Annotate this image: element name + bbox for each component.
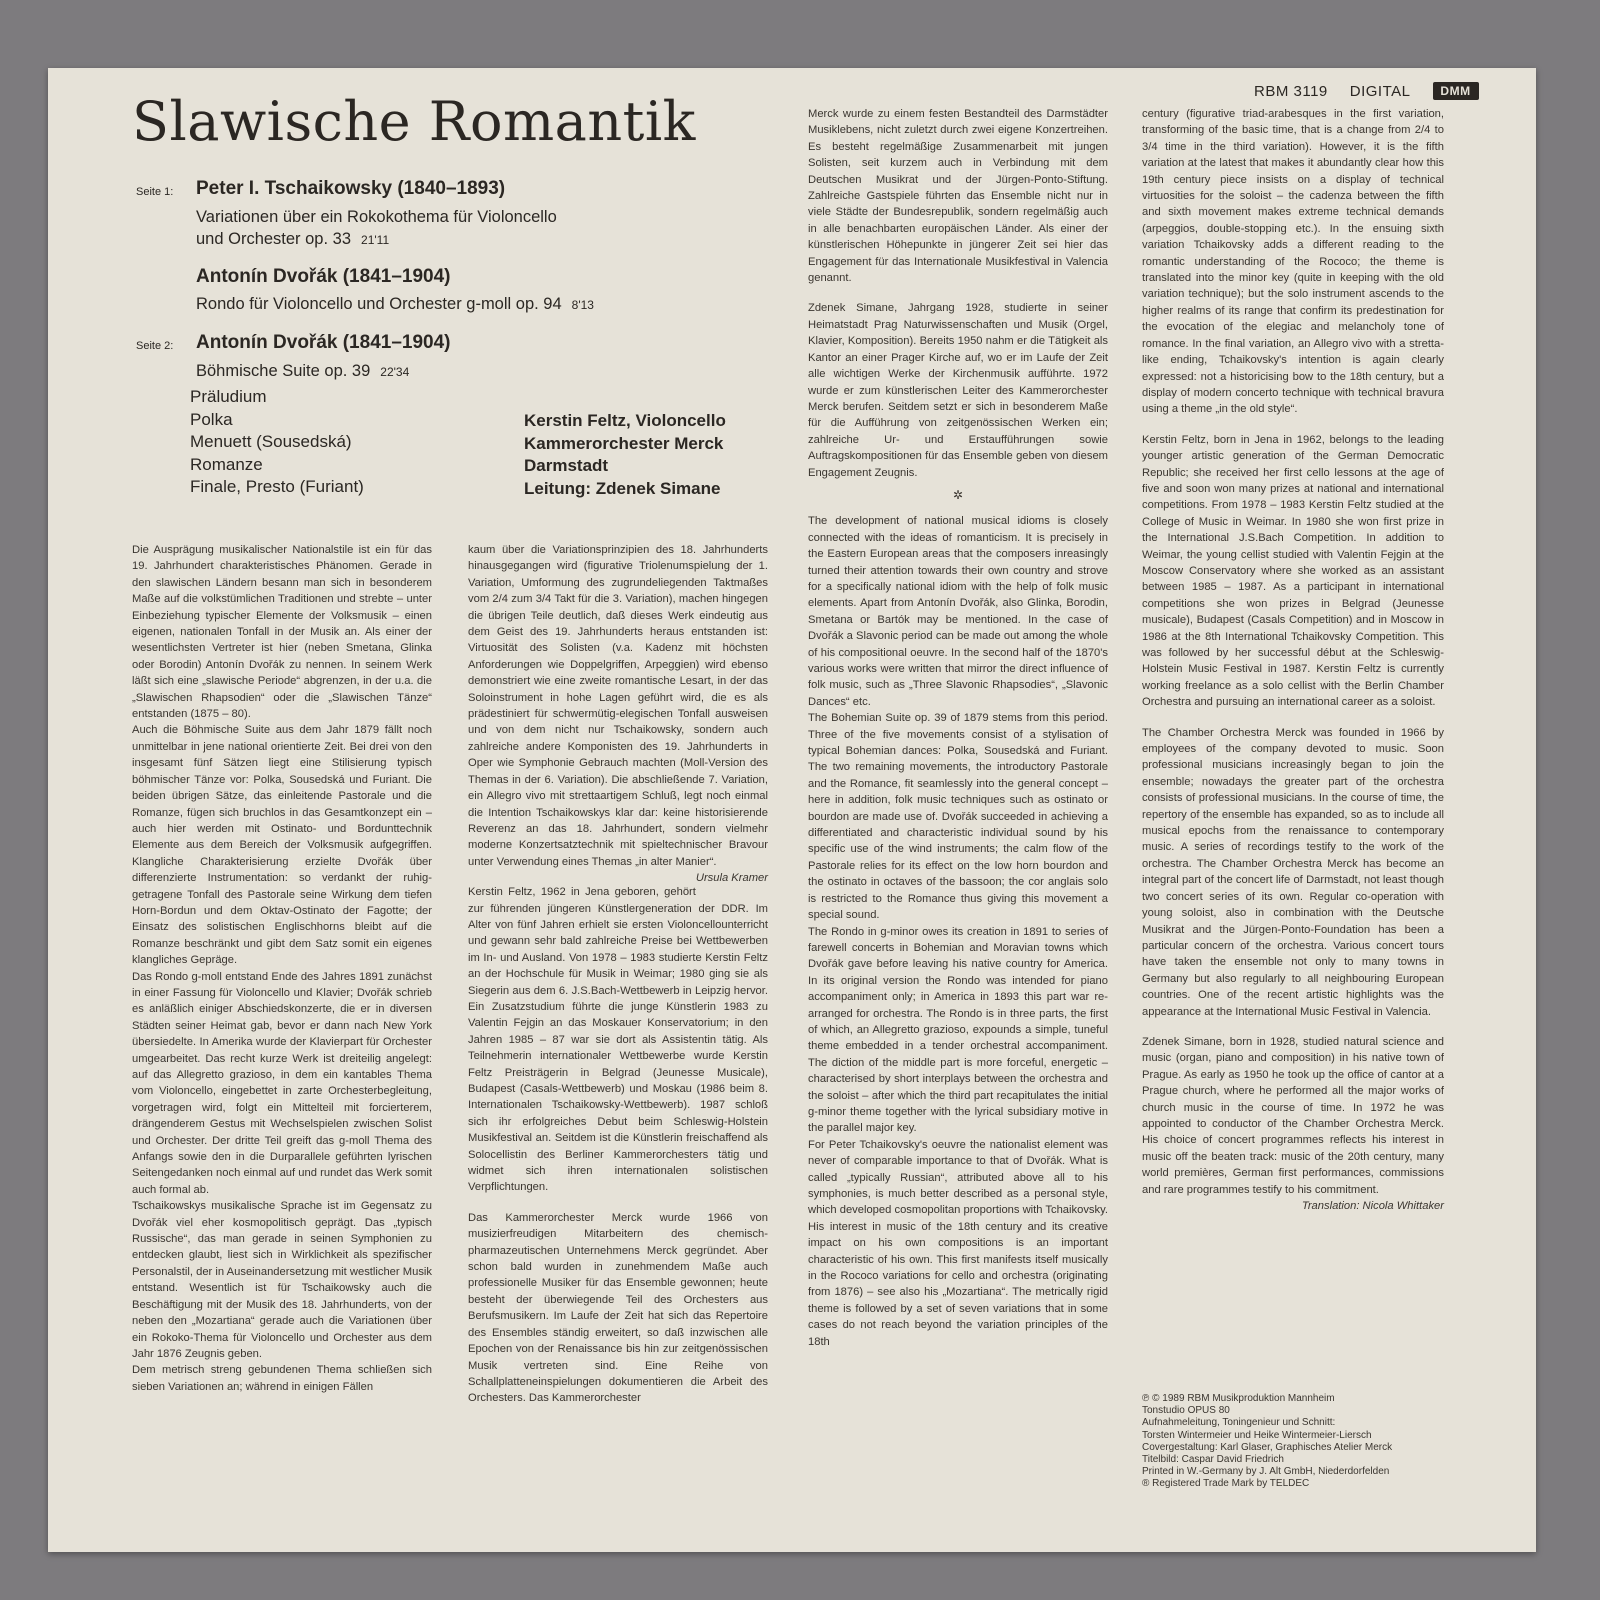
text-paragraph: Kerstin Feltz, 1962 in Jena geboren, gehört zur führenden jüngeren Künstlergeneration der DDR. Im Alter von fünf Jahren erhielt sie ersten Violoncellounterricht und gewann sehr bald zahlreiche Preise bei Wettbewerben im In- und Ausland. Von 1978 – 1983 studierte Kerstin Feltz an der Hochschule für Musik in Weimar; 1980 ging sie als Siegerin aus dem 6. J.S.Bach-Wettbewerb in Leipzig hervor. Ein Zusatzstudium führte die junge Künstlerin 1983 zu Valentin Fejgin an das Moskauer Konservatorium; in den Jahren 1985 – 87 war sie dort als Assistentin tätig. Als Teilnehmerin internationaler Wettbewerbe wurde Kerstin Feltz Preisträgerin in Belgrad (Jeunesse Musicale), Budapest (Casals-Wettbewerb) und Moskau (1986 beim 8. Internationalen Tschaikowsky-Wettbewerb). 1987 schloß sich ihr erfolgreiches Debut beim Schleswig-Holstein Musikfestival an. Seitdem ist die Künstlerin freischaffend als Solocellistin des Berliner Kammerorchesters tätig und widmet sich ihren internationalen solistischen Verpflichtungen. — [468, 886, 768, 1194]
text-paragraph: The Rondo in g-minor owes its creation in 1891 to series of farewell concerts in Bohemian and Moravian towns which Dvořák gave before leaving his native country for America. In its original version the Rondo was intended for piano accompaniment only; in America in 1893 this part war re-arranged for orchestra. The Rondo is in three parts, the first of which, an Allegretto grazioso, expounds a simple, tuneful theme embedded in a tender orchestral accompaniment. The diction of the middle part is more forceful, energetic – characterised by short interplays between the orchestra and the soloist – after which the third part recapitulates the initial g-minor theme together with the lyrical subsidiary motive in the parallel major key. — [808, 925, 1108, 1135]
performer-list — [524, 410, 726, 500]
liner-notes-german-col2 — [468, 542, 768, 1421]
format-label: DIGITAL — [1349, 82, 1411, 100]
text-paragraph-body: Zdenek Simane, born in 1928, studied natural science and music (organ, piano and composition) in his native town of Prague. As early as 1950 he took up the office of cantor at a Prague church, where he performed all the major works of church music in the course of time. In 1972 he was appointed to conductor of the Chamber Orchestra Merck. His choice of concert programmes reflects his interest in music off the beaten track: music of the 20th century, many world premières, German first performances, commissions and rare programmes testify to his commitment. — [1142, 1035, 1444, 1196]
text-paragraph: Zdenek Simane, Jahrgang 1928, studierte in seiner Heimatstadt Prag Naturwissenschaften und Musik (Orgel, Klavier, Komposition). Bereits 1950 nahm er die Tätigkeit als Kantor an einer Prager Kirche auf, wo er im Laufe der Zeit alle wichtigen Werke der Kirchenmusik aufführte. 1972 wurde er zum künstlerischen Leiter des Kammerorchester Merck berufen. Seitdem setzt er sich in besonderem Maße für die Aufführung von zeitgenössischen Werken ein; zahlreiche Ur- und Erstaufführungen sowie Auftragskompositionen für das Ensemble geben von diesem Engagement Zeugnis. — [808, 302, 1108, 479]
performer-line: Kerstin Feltz, Violoncello — [524, 411, 726, 430]
text-paragraph: The Chamber Orchestra Merck was founded in 1966 by employees of the company devoted to music. Soon professional musicians increasingly began to join the ensemble; nowadays the greater part of the orchestra consists of professional musicians. In the course of time, the repertory of the ensemble has expanded, so as to include all musical epochs from the renaissance to contemporary music. A series of recordings testify to the work of the orchestra. The Chamber Orchestra Merck has become an integral part of the concert life of Darmstadt, not least though two concert series of its own. Regular co-operation with young soloist, also in combination with the Deutsche Musikrat and the Jürgen-Ponto-Foundation has been a particular concern of the orchestra. Various concert tours have taken the ensemble not only to many towns in Germany but also regularly to all neighbouring European countries. One of the recent artistic highlights was the appearance at the International Music Festival in Valencia. — [1142, 726, 1444, 1018]
side1-work1-line1: Variationen über ein Rokokothema für Violoncello — [196, 208, 557, 226]
side2-composer: Antonín Dvořák (1841–1904) — [196, 332, 451, 353]
liner-notes-english-col4 — [1142, 106, 1444, 1214]
author-signature: Ursula Kramer — [695, 872, 768, 885]
side1-work1-line2 — [196, 228, 389, 251]
movement-list — [190, 386, 364, 499]
text-paragraph: The development of national musical idioms is closely connected with the ideas of romanticism. It is precisely in the Eastern European areas that the composers inreasingly turned their attention towards their own country and strove for a specifically national idiom with the help of folk music elements. Apart from Antonín Dvořák, also Glinka, Borodin, Smetana or Bartók may be mentioned. In the case of Dvořák a Slavonic period can be made out among the whole of his compositional oeuvre. In the second half of the 1870's various works were written that mirror the direct influence of folk music, such as „Three Slavonic Rhapsodies“, „Slavonic Dances“ etc. — [808, 515, 1108, 708]
catalog-number: RBM 3119 — [1254, 82, 1328, 100]
credit-line: ® Registered Trade Mark by TELDEC — [1142, 1478, 1310, 1490]
side1-work2 — [196, 293, 594, 316]
liner-notes-german-col1 — [132, 542, 432, 1395]
side2-work-text: Böhmische Suite op. 39 — [196, 362, 371, 380]
text-paragraph: Merck wurde zu einem festen Bestandteil des Darmstädter Musiklebens, nicht zuletzt durch zwei eigene Konzertreihen. Es besteht regelmäßige Zusammenarbeit mit jungen Solisten, seit kurzem auch in Verbindung mit dem Deutschen Musikrat und der Jürgen-Ponto-Stiftung. Zahlreiche Gastspiele führten das Ensemble nicht nur in viele Städte der Bundesrepublik, sondern regelmäßig auch in alle benachbarten europäischen Länder. Als einer der künstlerischen Höhepunkte in jüngerer Zeit sei hier das Engagement für das Internationale Musikfestival in Valencia genannt. — [808, 108, 1108, 285]
text-paragraph: Auch die Böhmische Suite aus dem Jahr 1879 fällt noch unmittelbar in jene national orientierte Zeit. Bei drei von den insgesamt fünf Sätzen liegt eine Stilisierung typisch böhmischer Tänze vor: Polka, Sousedská und Furiant. Die beiden übrigen Sätze, das einleitende Pastorale und die Romanze, fügen sich bruchlos in das Gesamtkonzept ein – auch hier werden mit Ostinato- und Bordunttechnik Elemente aus dem Bereich der Volksmusik aufgegriffen. Klangliche Charakterisierung erzielte Dvořák über differenzierte Instrumentation: so verdankt der ruhig-getragene Tonfall des Pastorale seine Wirkung dem tiefen Horn-Bordun und dem Oktav-Ostinato der Fagotte; der Einsatz des solistischen Englischhorns bleibt auf die Romanze beschränkt und gibt dem Satz somit ein eigenes klangliches Gepräge. — [132, 724, 432, 967]
movement-item: Menuett (Sousedská) — [190, 432, 352, 451]
dmm-logo: DMM — [1433, 82, 1479, 100]
album-title: Slawische Romantik — [132, 90, 696, 153]
side2-work — [196, 360, 409, 383]
credit-line: ℗ © 1989 RBM Musikproduktion Mannheim — [1142, 1393, 1335, 1404]
liner-notes-col3 — [808, 106, 1108, 1350]
catalog-header — [1254, 82, 1479, 100]
translator-signature: Translation: Nicola Whittaker — [1301, 1200, 1444, 1212]
text-paragraph: The Bohemian Suite op. 39 of 1879 stems from this period. Three of the five movements consist of a stylisation of typical Bohemian dances: Polka, Sousedská and Furiant. The two remaining movements, the introductory Pastorale and the Romance, fit seamlessly into the general concept – here in addition, folk music techniques such as ostinato or bourdon are made use of. Dvořák succeeded in achieving a differentiated and characteristic individual sound by his specific use of the wind instruments; the calm flow of the Pastorale relies for its effect on the low horn bourdon and the ostinato in octaves of the bassoon; the cor anglais solo is restricted to the Romance thus giving this movement a special sound. — [808, 712, 1108, 922]
credit-line: Torsten Wintermeier und Heike Wintermeier-Liersch — [1142, 1429, 1372, 1441]
movement-item: Präludium — [190, 387, 267, 406]
text-paragraph: Das Kammerorchester Merck wurde 1966 von musizierfreudigen Mitarbeitern des chemisch-pharmazeutischen Unternehmens Merck gegründet. Aber schon bald wurden in zunehmendem Maße auch professionelle Musiker für das Ensemble gewonnen; heute besteht der überwiegende Teil des Orchesters aus Berufsmusikern. Im Laufe der Zeit hat sich das Repertoire des Ensembles ständig erweitert, so daß inzwischen alle Epochen von der Renaissance bis hin zur zeitgenössischen Musik vertreten sind. Eine Reihe von Schallplatteneinspielungen dokumentieren die Arbeit des Orchesters. Das Kammerorchester — [468, 1211, 768, 1405]
credit-line: Aufnahmeleitung, Toningenieur und Schnitt: — [1142, 1417, 1336, 1429]
side1-work1-line2-text: und Orchester op. 33 — [196, 230, 352, 248]
side1-work1-duration: 21'11 — [361, 233, 390, 247]
performer-line: Leitung: Zdenek Simane — [524, 478, 721, 498]
side1-composer1: Peter I. Tschaikowsky (1840–1893) — [196, 178, 506, 199]
performer-line: Darmstadt — [524, 456, 609, 475]
movement-item: Polka — [190, 409, 233, 429]
record-sleeve-back — [48, 68, 1536, 1552]
side2-label: Seite 2: — [136, 340, 174, 352]
text-paragraph: Das Rondo g-moll entstand Ende des Jahres 1891 zunächst in einer Fassung für Violoncello und Klavier; Dvořák schrieb es anläßlich einiger Abschiedskonzerte, die er in diversen Städten seiner Heimat gab, bevor er dann nach New York übersiedelte. In Amerika wurde der Klavierpart für Orchester umgearbeitet. Das recht kurze Werk ist dreiteilig angelegt: auf das Allegretto grazioso, in dem ein kantables Thema vom Violoncello, eingebettet in zarte Orchesterbegleitung, vorgetragen wird, folgt ein Mittelteil mit forcierterem, drängenderem Gestus mit Wechselspielen zwischen Solist und Orchester. Der dritte Teil greift das g-moll Thema des Anfangs sowie den in die Durparallele geführten lyrischen Seitengedanken noch einmal auf und rundet das Werk somit auch formal ab. — [132, 970, 432, 1196]
movement-item: Romanze — [190, 454, 263, 474]
text-paragraph-body: kaum über die Variationsprinzipien des 18. Jahrhunderts hinausgegangen wird (figurative Triolenumspielung der 1. Variation, Umformung des zugrundeliegenden Taktmaßes vom 2/4 zum 3/4 Takt für die 3. Variation), machen hingegen die übrigen Teile deutlich, daß dieses Werk eindeutig aus dem Geist des 19. Jahrhunderts heraus entstanden ist: Virtuosität des Solisten (v.a. Kadenz mit höchsten Anforderungen wie Doppelgriffen, Arpeggien) wird ebenso demonstriert wie eine zweite romantische Lesart, in der das Soloinstrument in hohe Lagen geführt wird, die es als prädestiniert für schwermütig-elegischen Tonfall ausweisen und von dem nicht nur Tschaikowsky, sondern auch zahlreiche andere Komponisten des 19. Jahrhunderts in Oper wie Symphonie Gebrauch machten (Moll-Version des Themas in der 6. Variation). Die abschließende 7. Variation, ein Allegro vivo mit strettaartigem Schluß, legt noch einmal die Intention Tschaikowskys klar dar: keine historisierende Reverenz an das 18. Jahrhundert, sondern vielmehr moderne Konzertsatztechnik mit spieltechnischer Bravour unter Verwendung eines Themas „in alter Manier“. — [468, 544, 768, 868]
text-paragraph: Dem metrisch streng gebundenen Thema schließen sich sieben Variationen an; während in einigen Fällen — [132, 1364, 432, 1393]
text-paragraph: For Peter Tchaikovsky's oeuvre the nationalist element was never of comparable importance to that of Dvořák. What is called „typically Russian“, attributed above all to his symphonies, is much better described as a personal style, which developed cosmopolitan proportions with Tchaikovsky. His interest in music of the 18th century and its creative impact on his own compositions is an important characteristic of his own. This first manifests itself musically in the Rococo variations for cello and orchestra (originating from 1876) – see also his „Mozartiana“. The metrically rigid theme is followed by a set of seven variations that in some cases do not reach beyond the variation principles of the 18th — [808, 1138, 1108, 1348]
text-paragraph: Kerstin Feltz, born in Jena in 1962, belongs to the leading younger artistic generation of the German Democratic Republic; she received her first cello lessons at the age of five and soon won many prizes at national and international competitions. From 1978 – 1983 Kerstin Feltz studied at the College of Music in Weimar. In 1980 she won first prize in the International J.S.Bach Competition. In addition to Weimar, the young cellist studied with Valentin Fejgin at the Moscow Conservatory where she worked as an assistant between 1985 – 1987. As a participant in international competitions she won prizes in Belgrad (Jeunesse musicale), Budapest (Casals Competition) and in Moscow in 1986 at the 8th International Tchaikovsky Competition. This was followed by her successful début at the Schleswig-Holstein Music Festival in 1987. Kerstin Feltz is currently working freelance as a solo cellist with the Berlin Chamber Orchestra and pursuing an international career as a soloist. — [1142, 433, 1444, 709]
text-paragraph — [468, 542, 768, 885]
performer-line: Kammerorchester Merck — [524, 433, 724, 453]
text-paragraph: century (figurative triad-arabesques in the first variation, transforming of the basic time, that is a change from 2/4 to 3/4 time in the third variation). However, it is the fifth variation at the latest that makes it abundantly clear how this 19th century piece insists on a display of technical virtuosities for the soloist – the cadenza between the fifth and sixth movement makes extreme technical demands (arpeggios, double-stopping etc.). In the ensuing sixth variation Tchaikovsky adds a different reading to the romantic understanding of the Rococo; the theme is translated into the minor key (quite in keeping with the old variation technique); but the solo instrument ascends to the higher realms of its range that confirm its predestination for the evocation of the elegiac and melancholy tone of romance. In the final variation, an Allegro vivo with a stretta-like ending, Tchaikovsky's intention is again clearly expressed: not a historicising bow to the 18th century, but a display of modern concerto technique with technical bravura using a theme „in the old style“. — [1142, 108, 1444, 416]
credit-line: Covergestaltung: Karl Glaser, Graphisches Atelier Merck — [1142, 1441, 1393, 1453]
side2-work-duration: 22'34 — [380, 365, 410, 379]
side1-composer2: Antonín Dvořák (1841–1904) — [196, 266, 451, 287]
text-paragraph: Die Ausprägung musikalischer Nationalstile ist ein für das 19. Jahrhundert charakteristisches Phänomen. Gerade in den slawischen Ländern besann man sich in besonderem Maße auf die volkstümlichen Traditionen und strebte – unter Einbeziehung typischer Elemente der Volksmusik – einen eigenen, nationalen Tonfall in der Musik an. Als einer der wesentlichsten Vertreter ist hier (neben Smetana, Glinka oder Borodin) Antonín Dvořák zu nennen. In seinem Werk läßt sich eine „slawische Periode“ abgrenzen, in der u.a. die „Slawischen Rhapsodien“ oder die „Slawischen Tänze“ entstanden (1875 – 80). — [132, 544, 432, 721]
side1-work2-duration: 8'13 — [571, 298, 594, 312]
credit-line: Titelbild: Caspar David Friedrich — [1142, 1454, 1284, 1466]
text-paragraph — [1142, 1034, 1444, 1212]
credit-line: Printed in W.-Germany by J. Alt GmbH, Niederdorfelden — [1142, 1466, 1390, 1478]
text-paragraph: Tschaikowskys musikalische Sprache ist im Gegensatz zu Dvořák viel eher kosmopolitisch geprägt. Das „typisch Russische“, das man gerade in seinen Symphonien zu entdecken glaubt, liest sich in Wirklichkeit als spezifischer Personalstil, der in Auseinandersetzung mit westlicher Musik entstand. Wesentlich ist für Tschaikowsky auch die Beschäftigung mit der Musik des 18. Jahrhunderts, von der neben den „Mozartiana“ gerade auch die Variationen über ein Rokoko-Thema für Violoncello und Orchester aus dem Jahr 1876 Zeugnis geben. — [132, 1200, 432, 1360]
side1-label: Seite 1: — [136, 186, 174, 198]
credit-line: Tonstudio OPUS 80 — [1142, 1405, 1230, 1417]
production-credits — [1142, 1393, 1392, 1491]
side1-work2-text: Rondo für Violoncello und Orchester g-moll op. 94 — [196, 295, 562, 313]
section-divider-icon: ✲ — [952, 487, 964, 502]
movement-item: Finale, Presto (Furiant) — [190, 477, 364, 496]
